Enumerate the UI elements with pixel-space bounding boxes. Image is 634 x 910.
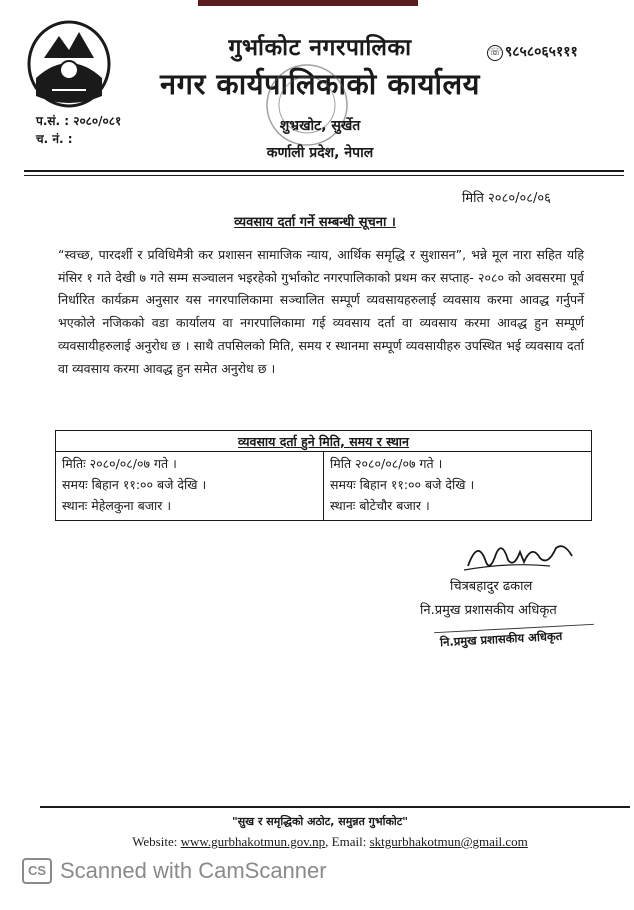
schedule-table xyxy=(55,430,592,521)
reference-number: प.सं. : २०८०/०८१ xyxy=(36,114,122,128)
right-place: स्थानः बोटेचौर बजार । xyxy=(330,498,430,513)
left-place: स्थानः मेहेलकुना बजार । xyxy=(62,498,172,513)
footer-slogan: "सुख र समृद्धिको अठोट, समुन्नत गुर्भाकोट" xyxy=(231,815,409,828)
schedule-cell-left xyxy=(56,452,324,521)
right-date: मिति २०८०/०८/०७ गते । xyxy=(330,456,443,471)
phone-value: ९८५८०६५१११ xyxy=(505,44,578,60)
handwritten-signature xyxy=(460,532,580,576)
office-location: शुभ्रखोट, सुर्खेत xyxy=(279,118,361,134)
notice-body: “स्वच्छ, पारदर्शी र प्रविधिमैत्री कर प्रशासन सामाजिक न्याय, आर्थिक समृद्धि र सुशासन”, भन्ने मूल नारा सहित यहि मंसिर १ गते देखी ७ गते सम्म सञ्चालन भइरहेको गुर्भाकोट नगरपालिकाको प्रथम कर सप्ताह- २०८० को अवसरमा पूर्व निर्धारित कार्यक्रम अनुसार यस नगरपालिकामा सञ्चालित सम्पूर्ण व्यवसायहरुलाई व्यवसाय करमा आवद्ध गर्नुपर्ने भएकोले नजिकको वडा कार्यालय वा नगरपालिकामा गई व्यवसाय दर्ता वा व्यवसाय करमा आवद्ध हुन सम्पूर्ण व्यवसायीहरुलाई अनुरोध छ । साथै तपसिलको मिति, समय र स्थानमा सम्पूर्ण व्यवसायीहरु उपस्थित भई व्यवसाय दर्ता वा व्यवसाय करमा आवद्ध हुन समेत अनुरोध छ । xyxy=(58,247,584,376)
signatory-designation: नि.प्रमुख प्रशासकीय अधिकृत xyxy=(420,603,557,618)
phone-icon: ☏ xyxy=(487,45,503,61)
notice-subject: व्यवसाय दर्ता गर्ने सम्बन्धी सूचना । xyxy=(234,215,396,230)
schedule-cell-right xyxy=(324,452,592,521)
footer-divider xyxy=(40,806,630,808)
footer-contact xyxy=(80,834,580,850)
email-link[interactable]: sktgurbhakotmun@gmail.com xyxy=(369,834,528,849)
municipality-name: गुर्भाकोट नगरपालिका xyxy=(228,35,412,61)
province-country: कर्णाली प्रदेश, नेपाल xyxy=(266,145,374,161)
left-date: मितिः २०८०/०८/०७ गते । xyxy=(62,456,177,471)
signatory-name: चित्रबहादुर ढकाल xyxy=(450,579,533,594)
office-seal-icon xyxy=(262,60,352,150)
camscanner-text: Scanned with CamScanner xyxy=(60,858,327,883)
schedule-heading: व्यवसाय दर्ता हुने मिति, समय र स्थान xyxy=(56,431,592,452)
designation-stamp: नि.प्रमुख प्रशासकीय अधिकृत xyxy=(439,628,563,650)
top-edge-strip xyxy=(198,0,418,6)
website-label: Website: xyxy=(132,834,178,849)
left-time: समयः बिहान ११:०० बजे देखि । xyxy=(62,477,207,492)
nepal-emblem-icon xyxy=(24,18,114,110)
website-link[interactable]: www.gurbhakotmun.gov.np xyxy=(180,834,326,849)
header-divider xyxy=(24,170,624,172)
phone-number xyxy=(487,42,578,61)
camscanner-logo-icon: CS xyxy=(22,858,52,884)
header-divider-thin xyxy=(24,175,624,176)
notice-date: मिति २०८०/०८/०६ xyxy=(462,191,551,206)
email-label: , Email: xyxy=(325,834,367,849)
dispatch-number: च. नं. : xyxy=(36,132,73,146)
camscanner-watermark xyxy=(22,858,327,884)
office-name: नगर कार्यपालिकाको कार्यालय xyxy=(160,67,480,101)
right-time: समयः बिहान ११:०० बजे देखि । xyxy=(330,477,475,492)
